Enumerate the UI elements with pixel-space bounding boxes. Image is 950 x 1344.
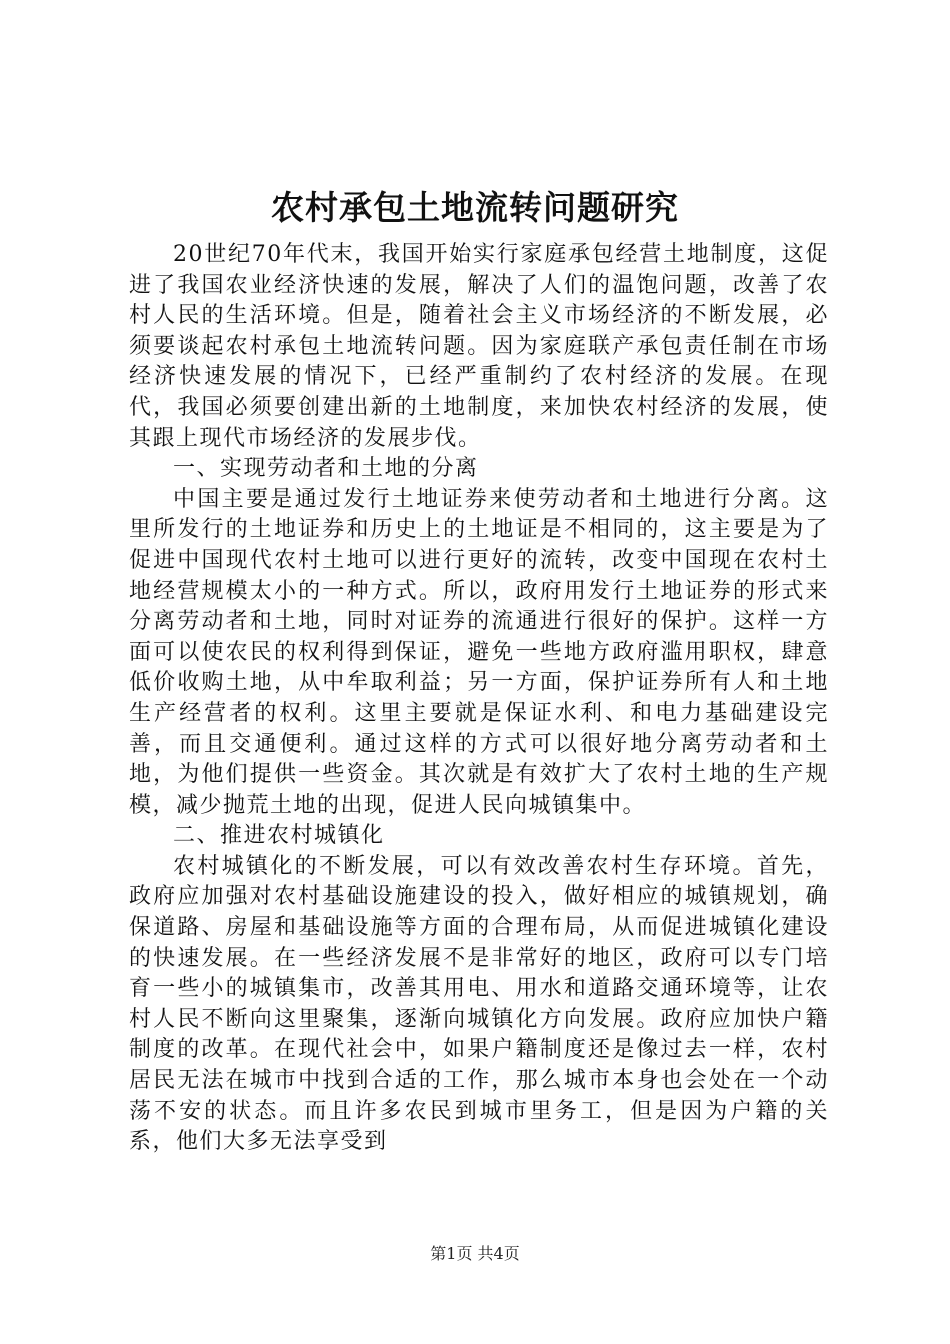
section-heading-2: 二、推进农村城镇化 bbox=[173, 823, 385, 849]
section-heading-1: 一、实现劳动者和土地的分离 bbox=[173, 456, 479, 482]
section-1-paragraph: 中国主要是通过发行土地证券来使劳动者和土地进行分离。这里所发行的土地证券和历史上的土地证是不相同的，这主要是为了促进中国现代农村土地可以进行更好的流转，改变中国现在农村土地经营规模太小的一种方式。所以，政府用发行土地证券的形式来分离劳动者和土地，同时对证券的流通进行很好的保护。这样一方面可以使农民的权利得到保证，避免一些地方政府滥用职权，肆意低价收购土地，从中牟取利益；另一方面，保护证券所有人和土地生产经营者的权利。这里主要就是保证水利、和电力基础建设完善，而且交通便利。通过这样的方式可以很好地分离劳动者和土地，为他们提供一些资金。其次就是有效扩大了农村土地的生产规模，减少抛荒土地的出现，促进人民向城镇集中。 bbox=[129, 486, 829, 818]
page-footer: 第1页 共4页 bbox=[430, 1244, 520, 1263]
section-2-paragraph: 农村城镇化的不断发展，可以有效改善农村生存环境。首先，政府应加强对农村基础设施建设的投入，做好相应的城镇规划，确保道路、房屋和基础设施等方面的合理布局，从而促进城镇化建设的快速发展。在一些经济发展不是非常好的地区，政府可以专门培育一些小的城镇集市，改善其用电、用水和道路交通环境等，让农村人民不断向这里聚集，逐渐向城镇化方向发展。政府应加快户籍制度的改革。在现代社会中，如果户籍制度还是像过去一样，农村居民无法在城市中找到合适的工作，那么城市本身也会处在一个动荡不安的状态。而且许多农民到城市里务工，但是因为户籍的关系，他们大多无法享受到 bbox=[129, 853, 829, 1155]
document-title: 农村承包土地流转问题研究 bbox=[271, 188, 679, 227]
intro-paragraph: 20世纪70年代末，我国开始实行家庭承包经营土地制度，这促进了我国农业经济快速的发展，解决了人们的温饱问题，改善了农村人民的生活环境。但是，随着社会主义市场经济的不断发展，必须要谈起农村承包土地流转问题。因为家庭联产承包责任制在市场经济快速发展的情况下，已经严重制约了农村经济的发展。在现代，我国必须要创建出新的土地制度，来加快农村经济的发展，使其跟上现代市场经济的发展步伐。 bbox=[129, 242, 829, 451]
document-body bbox=[129, 240, 829, 1158]
